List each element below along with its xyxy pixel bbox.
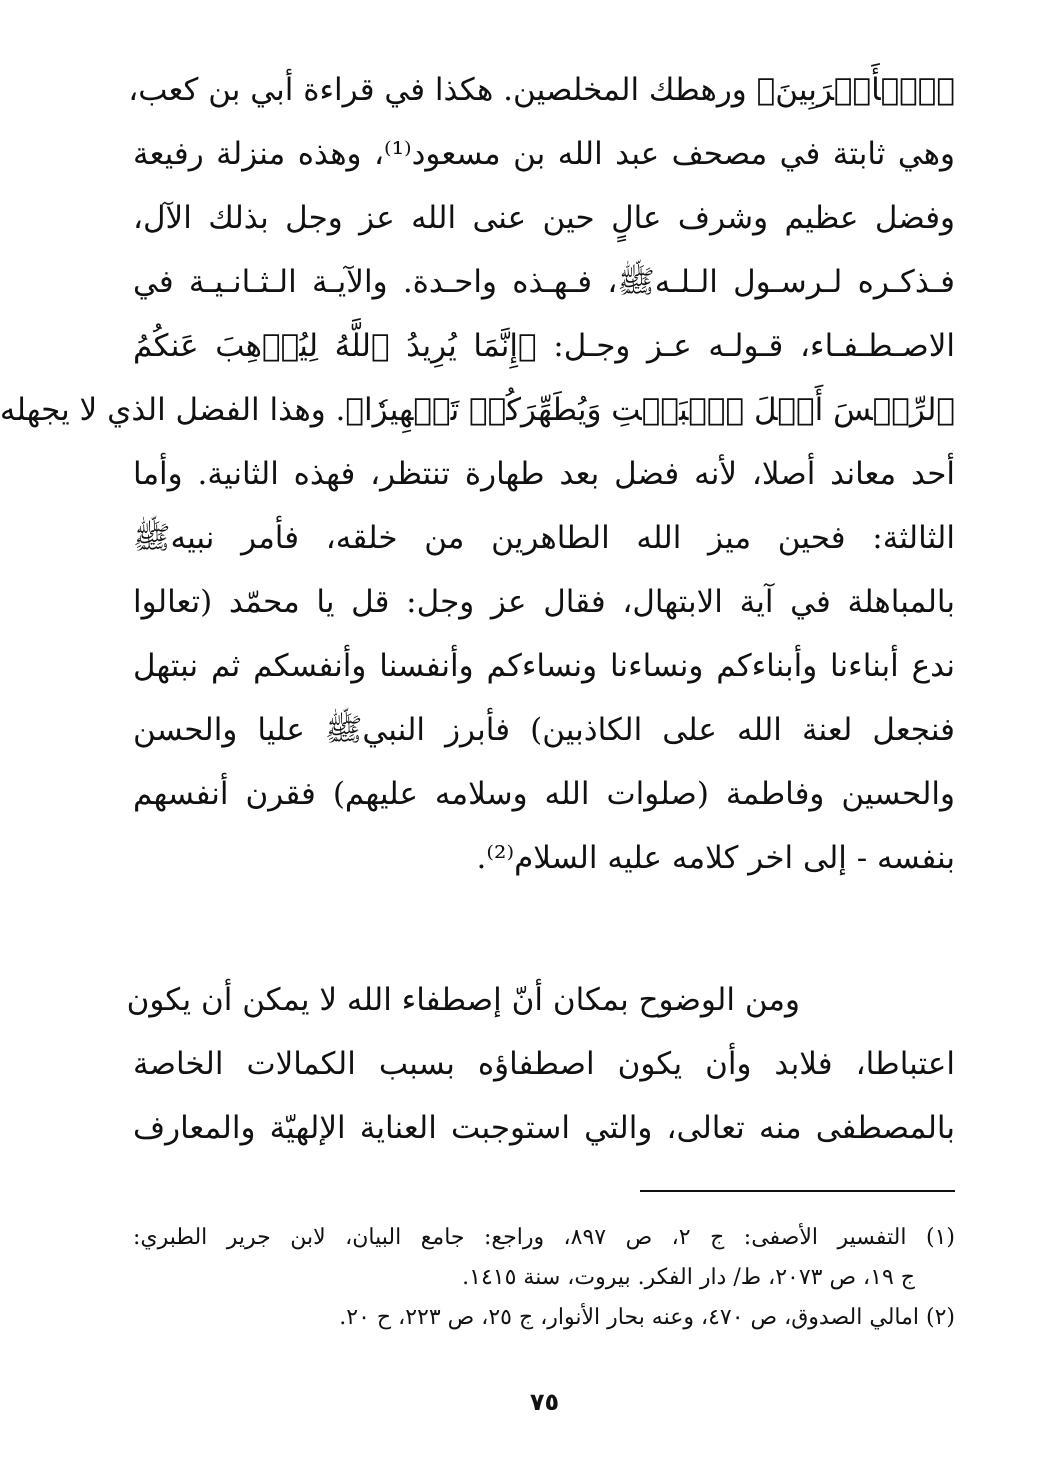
footnote-separator [640, 1190, 955, 1192]
paragraph-line: فـذكـره لـرسـول الـلـهﷺ، فـهـذه واحـدة. والآيـة الـثـانـيـة في [133, 264, 955, 300]
paragraph-line: الثالثة: فحين ميز الله الطاهرين من خلقه، فأمر نبيهﷺ [133, 520, 955, 556]
footnotes [133, 1218, 955, 1338]
paragraph-line: ﴿ٱلۡأَقۡرَبِينَ﴾ ورهطك المخلصين. هكذا في قراءة أبي بن كعب، [128, 72, 955, 108]
paragraph-line: بنفسه - إلى اخر كلامه عليه السلام⁽²⁾. [476, 840, 955, 876]
paragraph-line: أحد معاند أصلا، لأنه فضل بعد طهارة تنتظر، فهذه الثانية. وأما [133, 456, 955, 492]
paragraph-line: وهي ثابتة في مصحف عبد الله بن مسعود⁽¹⁾، وهذه منزلة رفيعة [133, 136, 955, 172]
paragraph-line: ومن الوضوح بمكان أنّ إصطفاء الله لا يمكن أن يكون [126, 982, 800, 1018]
paragraph-line: الاصـطـفـاء، قـولـه عـز وجـل: ﴿إِنَّمَا يُرِيدُ ٱللَّهُ لِيُذۡهِبَ عَنكُمُ [133, 328, 955, 364]
footnote-1-line-2: ج ١٩، ص ٢٠٧٣، ط/ دار الفكر. بيروت، سنة ١٤١٥. [462, 1265, 915, 1290]
footnote-2: (٢) امالي الصدوق، ص ٤٧٠، وعنه بحار الأنوار، ج ٢٥، ص ٢٢٣، ح ٢٠. [339, 1305, 955, 1330]
paragraph-2 [126, 968, 955, 1160]
paragraph-line: فنجعل لعنة الله على الكاذبين) فأبرز النبيﷺ عليا والحسن [133, 712, 955, 748]
paragraph-1 [0, 58, 955, 890]
paragraph-line: ندع أبناءنا وأبناءكم ونساءنا ونساءكم وأنفسنا وأنفسكم ثم نبتهل [133, 648, 955, 684]
paragraph-line: والحسين وفاطمة (صلوات الله وسلامه عليهم) فقرن أنفسهم [133, 776, 955, 812]
paragraph-line: اعتباطا، فلابد وأن يكون اصطفاؤه بسبب الكمالات الخاصة [133, 1046, 955, 1082]
page-number: ٧٥ [529, 1388, 560, 1416]
paragraph-line: ٱلرِّجۡسَ أَهۡلَ ٱلۡبَيۡتِ وَيُطَهِّرَكُمۡ تَطۡهِيرٗا﴾. وهذا الفضل الذي لا يجهله [0, 392, 955, 428]
paragraph-line: بالمصطفى منه تعالى، والتي استوجبت العناية الإلهيّة والمعارف [133, 1110, 955, 1146]
paragraph-line: وفضل عظيم وشرف عالٍ حين عنى الله عز وجل بذلك الآل، [133, 200, 955, 236]
footnote-1-line-1: (١) التفسير الأصفى: ج ٢، ص ٨٩٧، وراجع: جامع البيان، لابن جرير الطبري: [133, 1225, 955, 1250]
paragraph-line: بالمباهلة في آية الابتهال، فقال عز وجل: قل يا محمّد (تعالوا [133, 584, 955, 620]
